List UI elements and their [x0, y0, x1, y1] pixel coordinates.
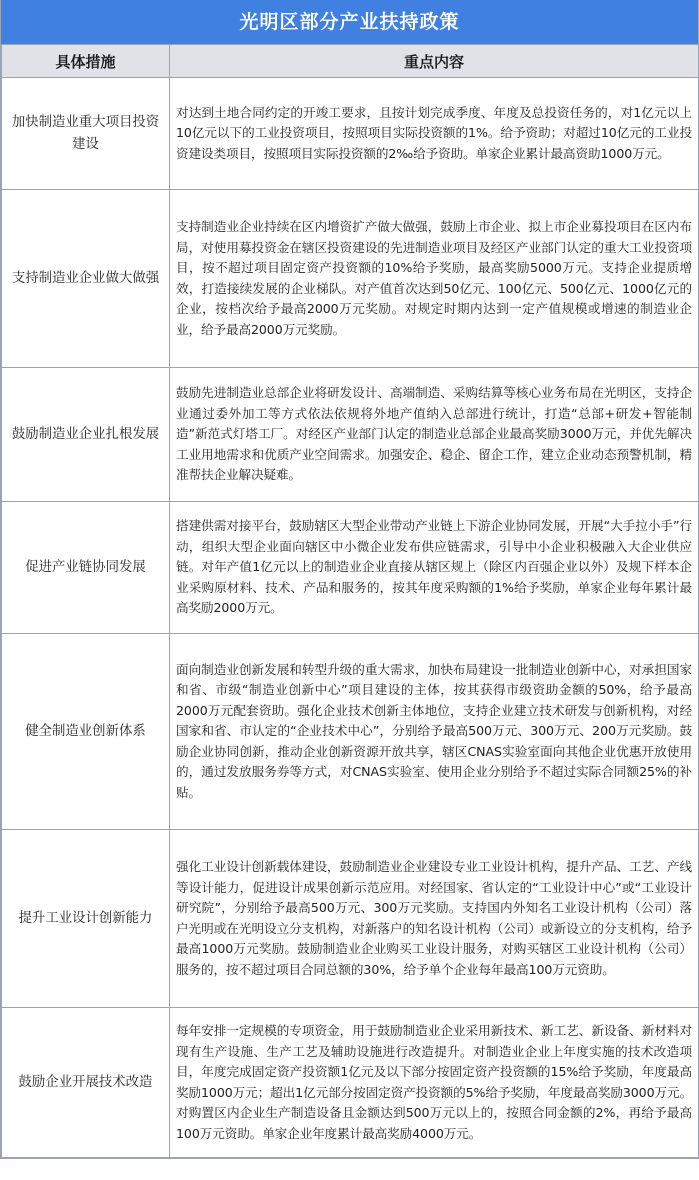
measure-cell: 健全制造业创新体系 [2, 634, 170, 830]
header-measure: 具体措施 [2, 45, 170, 78]
measure-cell: 支持制造业企业做大做强 [2, 190, 170, 368]
measure-cell: 鼓励制造业企业扎根发展 [2, 368, 170, 502]
table-row [2, 190, 699, 368]
table-row [2, 368, 699, 502]
content-cell: 强化工业设计创新载体建设，鼓励制造业企业建设专业工业设计机构，提升产品、工艺、产线等设计能力，促进设计成果创新示范应用。对经国家、省认定的“工业设计中心”或“工业设计研究院”，分别给予最高500万元、300万元奖励。支持国内外知名工业设计机构（公司）落户光明或在光明设立分支机构，对新落户的知名设计机构（公司）或新设立的分支机构，给予最高1000万元奖励。鼓励制造业企业购买工业设计服务，对购买辖区工业设计机构（公司）服务的，按不超过项目合同总额的30%，给予单个企业每年最高100万元资助。 [170, 830, 699, 1008]
table-title: 光明区部分产业扶持政策 [1, 0, 698, 44]
content-cell: 搭建供需对接平台，鼓励辖区大型企业带动产业链上下游企业协同发展，开展“大手拉小手”行动，组织大型企业面向辖区中小微企业发布供应链需求，引导中小企业积极融入大企业供应链。对年产值1亿元以上的制造业企业直接从辖区规上（除区内百强企业以外）及规下样本企业采购原材料、技术、产品和服务的，按其年度采购额的1%给予奖励，单家企业每年累计最高奖励2000万元。 [170, 502, 699, 634]
measure-cell: 提升工业设计创新能力 [2, 830, 170, 1008]
header-content: 重点内容 [170, 45, 699, 78]
content-cell: 鼓励先进制造业总部企业将研发设计、高端制造、采购结算等核心业务布局在光明区，支持企业通过委外加工等方式依法依规将外地产值纳入总部进行统计，打造“总部+研发+智能制造”新范式灯塔工厂。对经区产业部门认定的制造业总部企业最高奖励3000万元，并优先解决工业用地需求和优质产业空间需求。加强安企、稳企、留企工作，建立企业动态预警机制，精准帮扶企业解决疑难。 [170, 368, 699, 502]
table-row [2, 502, 699, 634]
content-cell: 面向制造业创新发展和转型升级的重大需求，加快布局建设一批制造业创新中心，对承担国家和省、市级“制造业创新中心”项目建设的主体，按其获得市级资助金额的50%，给予最高2000万元配套资助。强化企业技术创新主体地位，支持企业建立技术研发与创新机构，对经国家和省、市认定的“企业技术中心”，分别给予最高500万元、300万元、200万元奖励。鼓励企业协同创新，推动企业创新资源开放共享，辖区CNAS实验室面向其他企业优惠开放使用的，通过发放服务券等方式，对CNAS实验室、使用企业分别给予不超过实际合同额25%的补贴。 [170, 634, 699, 830]
policy-table [1, 44, 699, 1158]
measure-cell: 加快制造业重大项目投资建设 [2, 78, 170, 190]
content-cell: 支持制造业企业持续在区内增资扩产做大做强，鼓励上市企业、拟上市企业募投项目在区内布局，对使用募投资金在辖区投资建设的先进制造业项目及经区产业部门认定的重大工业投资项目，按不超过项目固定资产投资额的10%给予奖励，最高奖励5000万元。支持企业提质增效，打造接续发展的企业梯队。对产值首次达到50亿元、100亿元、500亿元、1000亿元的企业，按档次给予最高2000万元奖励。对规定时期内达到一定产值规模或增速的制造业企业，给予最高2000万元奖励。 [170, 190, 699, 368]
header-row [2, 45, 699, 78]
measure-cell: 鼓励企业开展技术改造 [2, 1008, 170, 1158]
content-cell: 每年安排一定规模的专项资金，用于鼓励制造业企业采用新技术、新工艺、新设备、新材料对现有生产设施、生产工艺及辅助设施进行改造提升。对制造业企业上年度实施的技术改造项目，年度完成固定资产投资额1亿元及以下部分按固定资产投资额的15%给予奖励，年度最高奖励1000万元；超出1亿元部分按固定资产投资额的5%给予奖励，年度最高奖励3000万元。对购置区内企业生产制造设备且金额达到500万元以上的，按照合同金额的2%，再给予最高100万元资助。单家企业年度累计最高奖励4000万元。 [170, 1008, 699, 1158]
table-row [2, 1008, 699, 1158]
table-row [2, 634, 699, 830]
table-row [2, 78, 699, 190]
content-cell: 对达到土地合同约定的开竣工要求，且按计划完成季度、年度及总投资任务的，对1亿元以上10亿元以下的工业投资项目，按照项目实际投资额的1%。给予资助；对超过10亿元的工业投资建设类项目，按照项目实际投资额的2‰给予资助。单家企业累计最高资助1000万元。 [170, 78, 699, 190]
measure-cell: 促进产业链协同发展 [2, 502, 170, 634]
table-row [2, 830, 699, 1008]
